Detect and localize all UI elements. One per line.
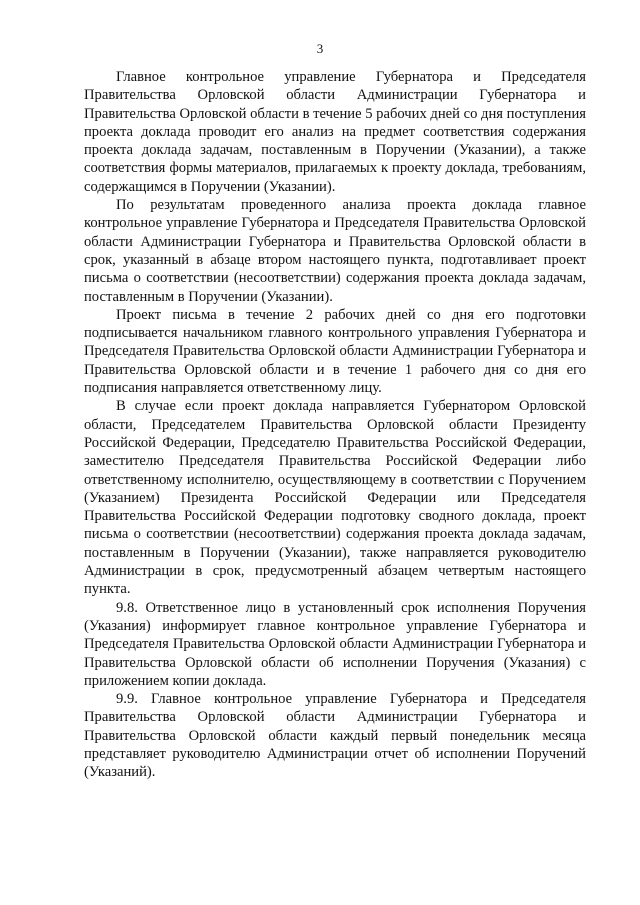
paragraph: В случае если проект доклада направляется Губернатором Орловской области, Председателем Правительства Орловской области Президенту Российской Федерации, Председателю Правительства Российской Федерации, заместителю Председателя Правительства Российской Федерации либо ответственному исполнителю, осуществляющему в соответствии с Поручением (Указанием) Президента Российской Федерации или Председателя Правительства Российской Федерации подготовку сводного доклада, проект письма о соответствии (несоответствии) содержания проекта доклада задачам, поставленным в Поручении (Указании), также направляется руководителю Администрации в срок, предусмотренный абзацем четвертым настоящего пункта. (84, 398, 586, 598)
paragraph: По результатам проведенного анализа проекта доклада главное контрольное управление Губернатора и Председателя Правительства Орловской области Администрации Губернатора и Правительства Орловской области в срок, указанный в абзаце втором настоящего пункта, подготавливает проект письма о соответствии (несоответствии) содержания проекта доклада задачам, поставленным в Поручении (Указании). (84, 197, 586, 305)
paragraph: 9.9. Главное контрольное управление Губернатора и Председателя Правительства Орловской области Администрации Губернатора и Правительства Орловской области каждый первый понедельник месяца представляет руководителю Администрации отчет об исполнении Поручений (Указаний). (84, 691, 586, 781)
paragraph: 9.8. Ответственное лицо в установленный срок исполнения Поручения (Указания) информирует главное контрольное управление Губернатора и Председателя Правительства Орловской области Администрации Губернатора и Правительства Орловской области об исполнении Поручения (Указания) с приложением копии доклада. (84, 599, 586, 689)
paragraph: Проект письма в течение 2 рабочих дней со дня его подготовки подписывается начальником главного контрольного управления Губернатора и Председателя Правительства Орловской области Администрации Губернатора и Правительства Орловской области и в течение 1 рабочего дня со дня его подписания направляется ответственному лицу. (84, 306, 586, 397)
paragraph: Главное контрольное управление Губернатора и Председателя Правительства Орловской области Администрации Губернатора и Правительства Орловской области в течение 5 рабочих дней со дня поступления проекта доклада проводит его анализ на предмет соответствия содержания проекта доклада задачам, поставленным в Поручении (Указании), а также соответствия формы материалов, прилагаемых к проекту доклада, требованиям, содержащимся в Поручении (Указании). (84, 69, 586, 195)
page-number: 3 (316, 41, 324, 56)
document-body (84, 68, 586, 782)
